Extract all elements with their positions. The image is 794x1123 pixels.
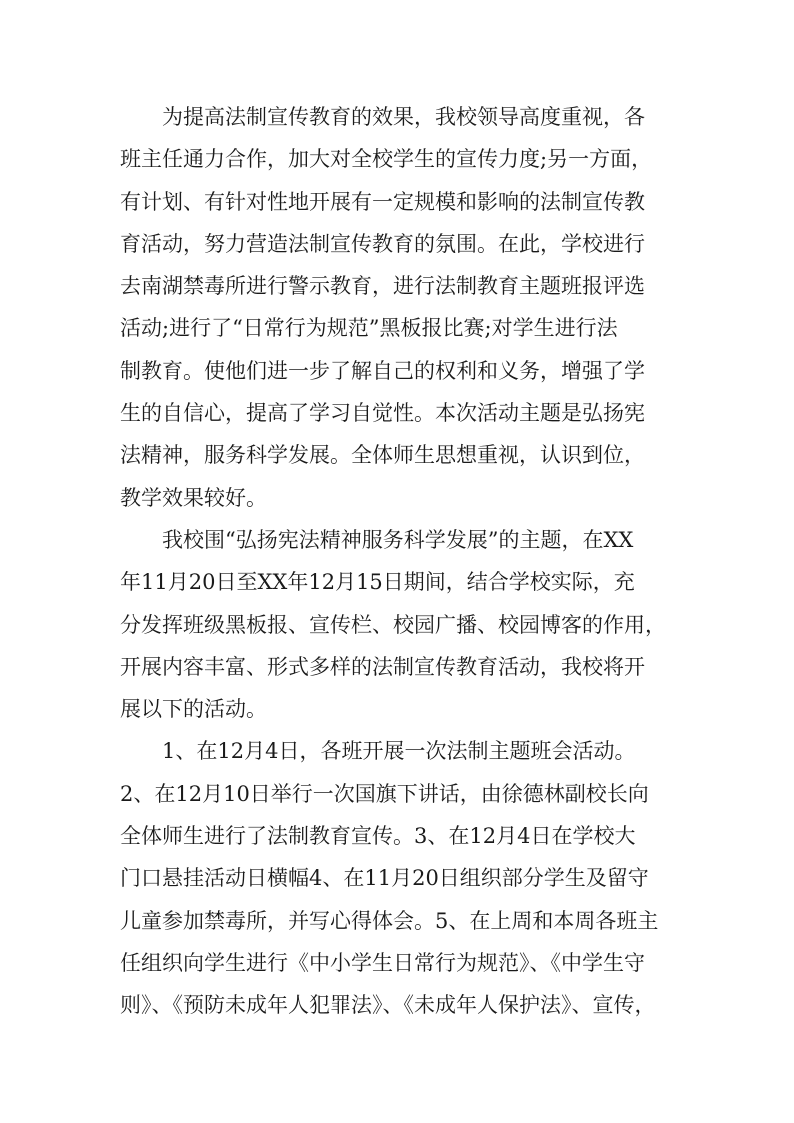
paragraph-1 (120, 96, 672, 519)
text-line: 活动;进行了“日常行为规范”黑板报比赛;对学生进行法 (120, 316, 618, 341)
text-line: 为提高法制宣传教育的效果，我校领导高度重视，各 (162, 105, 645, 129)
text-line: 1、在12月4日，各班开展一次法制主题班会活动。 (162, 739, 636, 764)
text-line: 则》、《预防未成年人犯罪法》、《未成年人保护法》、宣传， (120, 993, 656, 1018)
text-line: 法精神，服务科学发展。全体师生思想重视，认识到位， (120, 443, 645, 468)
text-line: 制教育。使他们进一步了解自己的权利和义务，增强了学 (120, 358, 645, 383)
text-line: 展以下的活动。 (120, 697, 267, 722)
text-line: 全体师生进行了法制教育宣传。3、在12月4日在学校大 (120, 824, 636, 849)
paragraph-3 (120, 730, 672, 1026)
text-line: 去南湖禁毒所进行警示教育，进行法制教育主题班报评选 (120, 274, 645, 299)
text-line: 分发挥班级黑板报、宣传栏、校园广播、校园博客的作用， (120, 612, 666, 637)
text-line: 门口悬挂活动日横幅4、在11月20日组织部分学生及留守 (120, 866, 649, 891)
text-line: 育活动，努力营造法制宣传教育的氛围。在此，学校进行 (120, 231, 645, 256)
text-line: 有计划、有针对性地开展有一定规模和影响的法制宣传教 (120, 189, 645, 214)
text-line: 2、在12月10日举行一次国旗下讲话，由徐德林副校长向 (120, 781, 649, 806)
document-body (120, 96, 672, 1027)
text-line: 班主任通力合作，加大对全校学生的宣传力度;另一方面， (120, 147, 653, 172)
text-line: 儿童参加禁毒所，并写心得体会。5、在上周和本周各班主 (120, 908, 659, 933)
text-line: 生的自信心，提高了学习自觉性。本次活动主题是弘扬宪 (120, 401, 645, 426)
text-line: 任组织向学生进行《中小学生日常行为规范》、《中学生守 (120, 950, 645, 975)
text-line: 年11月20日至XX年12月15日期间，结合学校实际，充 (120, 570, 635, 595)
paragraph-2 (120, 519, 672, 730)
text-line: 教学效果较好。 (120, 485, 267, 510)
text-line: 开展内容丰富、形式多样的法制宣传教育活动，我校将开 (120, 654, 645, 679)
text-line: 我校围“弘扬宪法精神服务科学发展”的主题，在XX (162, 527, 634, 552)
